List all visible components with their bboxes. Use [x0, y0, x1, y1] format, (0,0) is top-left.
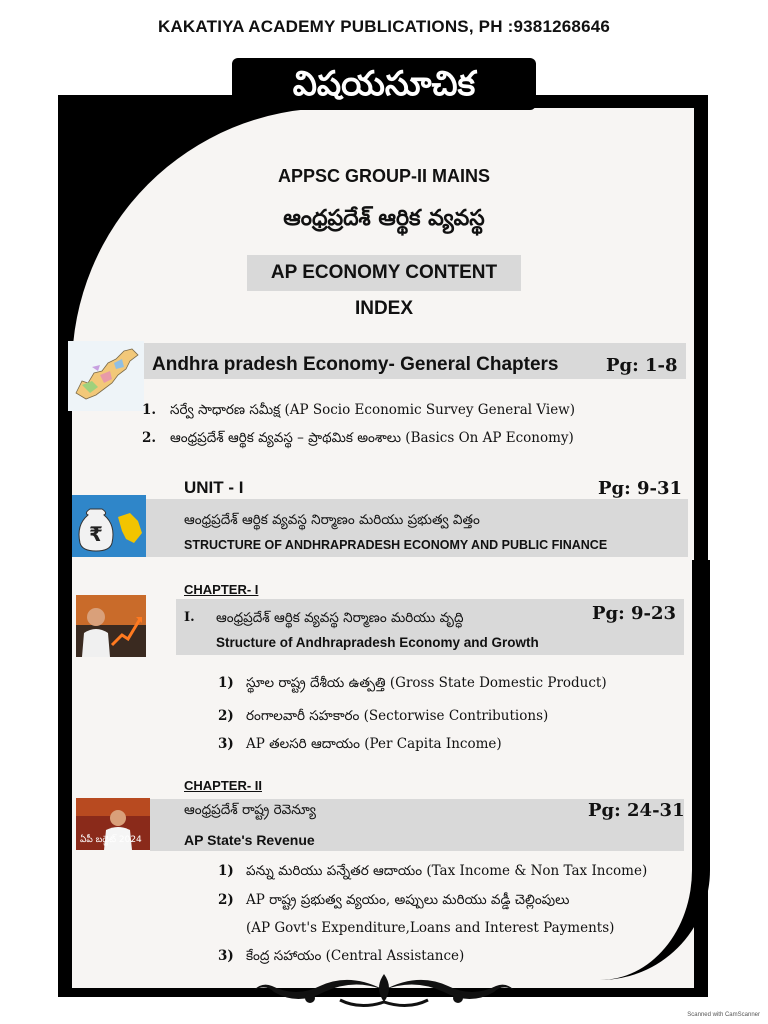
item-number: 3)	[218, 736, 234, 752]
ap-map-thumbnail	[68, 341, 144, 411]
unit-telugu-title: ఆంధ్రప్రదేశ్ ఆర్థిక వ్యవస్థ నిర్మాణం మరియు ప్రభుత్వ విత్తం	[184, 512, 480, 528]
scanner-watermark: Scanned with CamScanner	[687, 1012, 760, 1018]
chapter2-thumbnail	[76, 798, 150, 850]
chapter-label: CHAPTER- II	[184, 778, 262, 793]
list-item	[218, 675, 607, 694]
item-text: AP తలసరి ఆదాయం (Per Capita Income)	[246, 736, 502, 752]
chapter1-num: I.	[184, 610, 195, 625]
chapter-label: CHAPTER- I	[184, 582, 259, 597]
item-number: 1)	[218, 675, 234, 691]
item-text: సర్వే సాధారణ సమీక్ష (AP Socio Economic Survey General View)	[170, 402, 576, 418]
item-text: AP రాష్ట్ర ప్రభుత్వ వ్యయం, అప్పులు మరియు వడ్డీ చెల్లింపులు	[246, 892, 570, 908]
item-number: 2)	[218, 708, 234, 724]
growth-photo-icon	[76, 595, 146, 657]
list-item	[218, 948, 464, 967]
unit-pages: Pg: 9-31	[598, 478, 683, 499]
budget-photo-icon	[76, 798, 150, 850]
general-chapters-title: Andhra pradesh Economy- General Chapters	[152, 354, 559, 375]
item-number: 2.	[142, 430, 157, 446]
item-text: పన్ను మరియు పన్నేతర ఆదాయం (Tax Income & Non Tax Income)	[246, 863, 648, 879]
item-number: 1.	[142, 402, 157, 418]
general-chapters-pages: Pg: 1-8	[606, 355, 678, 376]
unit-english-title: STRUCTURE OF ANDHRAPRADESH ECONOMY AND PUBLIC FINANCE	[184, 538, 608, 552]
list-item	[218, 920, 614, 936]
chapter2-english-title: AP State's Revenue	[184, 832, 315, 848]
item-number: 2)	[218, 892, 234, 908]
chapter1-thumbnail	[76, 595, 146, 657]
map-icon	[68, 341, 144, 411]
unit-label: UNIT - I	[184, 478, 244, 497]
list-item	[142, 402, 575, 421]
ornament-icon	[250, 968, 518, 1012]
list-item	[218, 736, 502, 755]
exam-heading: APPSC GROUP-II MAINS	[277, 166, 491, 186]
item-text: రంగాలవారీ సహకారం (Sectorwise Contributions)	[246, 708, 549, 724]
list-item	[218, 863, 647, 882]
item-number: 1)	[218, 863, 234, 879]
item-text: కేంద్ర సహాయం (Central Assistance)	[246, 948, 465, 964]
chapter2-pages: Pg: 24-31	[588, 800, 685, 821]
rupee-bag-thumbnail	[72, 495, 146, 557]
index-title: AP ECONOMY CONTENT INDEX	[247, 255, 521, 291]
item-text: ఆంధ్రప్రదేశ్ ఆర్థిక వ్యవస్థ – ప్రాథమిక అంశాలు (Basics On AP Economy)	[170, 430, 574, 446]
item-number: 3)	[218, 948, 234, 964]
list-item	[142, 430, 574, 449]
item-text: స్థూల రాష్ట్ర దేశీయ ఉత్పత్తి (Gross State Domestic Product)	[246, 675, 607, 691]
chapter1-pages: Pg: 9-23	[592, 603, 677, 624]
money-bag-icon	[72, 495, 146, 557]
list-item	[218, 892, 569, 911]
subject-heading: ఆంధ్రప్రదేశ్ ఆర్థిక వ్యవస్థ	[283, 205, 485, 231]
chapter1-telugu-title: ఆంధ్రప్రదేశ్ ఆర్థిక వ్యవస్థ నిర్మాణం మరియు వృద్ధి	[216, 610, 464, 626]
list-item	[218, 708, 548, 727]
item-text: (AP Govt's Expenditure,Loans and Interest Payments)	[246, 920, 615, 936]
chapter1-english-title: Structure of Andhrapradesh Economy and Growth	[216, 635, 539, 650]
page-title: విషయసూచిక	[232, 58, 536, 110]
chapter2-telugu-title: ఆంధ్రప్రదేశ్ రాష్ట్ర రెవెన్యూ	[184, 802, 316, 818]
svg-text:₹: ₹	[89, 522, 103, 546]
publisher-header: KAKATIYA ACADEMY PUBLICATIONS, PH :9381268646	[157, 17, 611, 36]
svg-text:ఏపీ బడ్జెట్ 2024: ఏపీ బడ్జెట్ 2024	[80, 835, 142, 845]
